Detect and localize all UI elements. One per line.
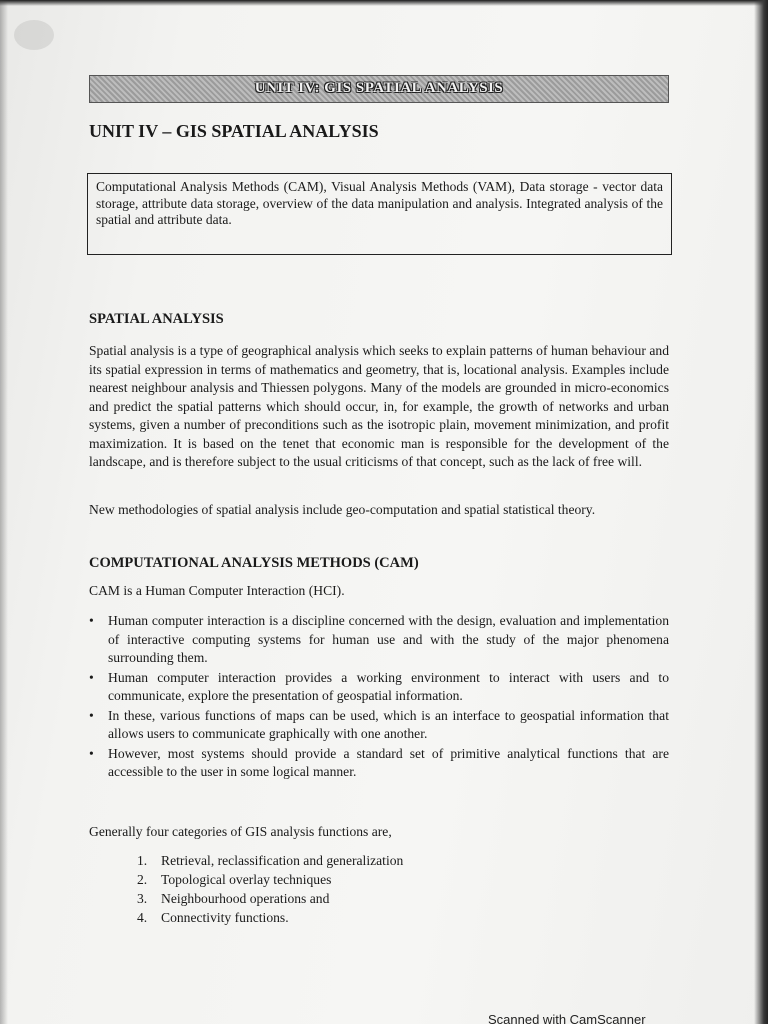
- item-number: 4.: [137, 910, 148, 925]
- list-item: [137, 908, 403, 927]
- scanner-watermark: Scanned with CamScanner: [488, 1012, 646, 1024]
- bullet-text: Human computer interaction provides a working environment to interact with users and to communicate, explore the presentation of geospatial information.: [108, 669, 669, 703]
- syllabus-box: Computational Analysis Methods (CAM), Visual Analysis Methods (VAM), Data storage - vector data storage, attribute data storage, overview of the data manipulation and analysis. Integrated analysis of the spatial and attribute data.: [87, 173, 672, 255]
- list-item: [89, 707, 669, 744]
- item-number: 2.: [137, 872, 148, 887]
- bullet-glyph: •: [89, 669, 94, 685]
- cam-heading: COMPUTATIONAL ANALYSIS METHODS (CAM): [89, 555, 419, 571]
- bullet-glyph: •: [89, 707, 94, 723]
- unit-banner: [89, 75, 669, 103]
- list-item: [137, 870, 403, 889]
- item-text: Retrieval, reclassification and generalization: [161, 853, 404, 868]
- item-text: Neighbourhood operations and: [161, 891, 330, 906]
- list-item: [89, 745, 669, 782]
- bullet-glyph: •: [89, 613, 94, 628]
- item-number: 3.: [137, 891, 148, 906]
- item-text: Connectivity functions.: [161, 910, 289, 925]
- spatial-methodologies-paragraph: New methodologies of spatial analysis include geo-computation and spatial statistical theory.: [89, 502, 596, 517]
- bullet-text: Human computer interaction is a discipline concerned with the design, evaluation and implementation of interactive computing systems for human use and with the study of the major phenomena surrounding them.: [108, 613, 669, 665]
- scan-shadow-left: [0, 0, 8, 1024]
- scan-smudge: [14, 20, 54, 50]
- item-number: 1.: [137, 853, 148, 868]
- list-item: [89, 612, 669, 668]
- page-title: UNIT IV – GIS SPATIAL ANALYSIS: [89, 121, 379, 141]
- bullet-text: However, most systems should provide a standard set of primitive analytical functions that are accessible to the user in some logical manner.: [108, 745, 669, 779]
- list-item: [137, 889, 403, 908]
- item-text: Topological overlay techniques: [161, 872, 332, 887]
- spatial-analysis-paragraph: Spatial analysis is a type of geographical analysis which seeks to explain patterns of human behaviour and its spatial expression in terms of mathematics and geometry, that is, locational analysis. Examples include nearest neighbour analysis and Thiessen polygons. Many of the models are grounded in micro-economics and predict the spatial patterns which should occur, in, for example, the growth of networks and urban systems, given a number of preconditions such as the isotropic plain, movement minimization, and profit maximization. It is based on the tenet that economic man is responsible for the development of the landscape, and is therefore subject to the usual criticisms of that concept, such as the lack of free will.: [89, 343, 669, 469]
- scan-shadow-right: [754, 0, 768, 1024]
- list-item: [89, 669, 669, 706]
- list-item: [137, 851, 403, 870]
- cam-intro: CAM is a Human Computer Interaction (HCI).: [89, 583, 345, 598]
- bullet-glyph: •: [89, 745, 94, 761]
- unit-banner-text: UNIT IV: GIS SPATIAL ANALYSIS: [254, 80, 504, 96]
- bullet-text: In these, various functions of maps can be used, which is an interface to geospatial information that allows users to communicate graphically with one another.: [108, 707, 669, 741]
- categories-list: [137, 851, 403, 927]
- categories-intro: Generally four categories of GIS analysis functions are,: [89, 824, 392, 839]
- cam-bullet-list: [89, 612, 669, 783]
- spatial-analysis-heading: SPATIAL ANALYSIS: [89, 311, 224, 327]
- scan-shadow-top: [0, 0, 768, 6]
